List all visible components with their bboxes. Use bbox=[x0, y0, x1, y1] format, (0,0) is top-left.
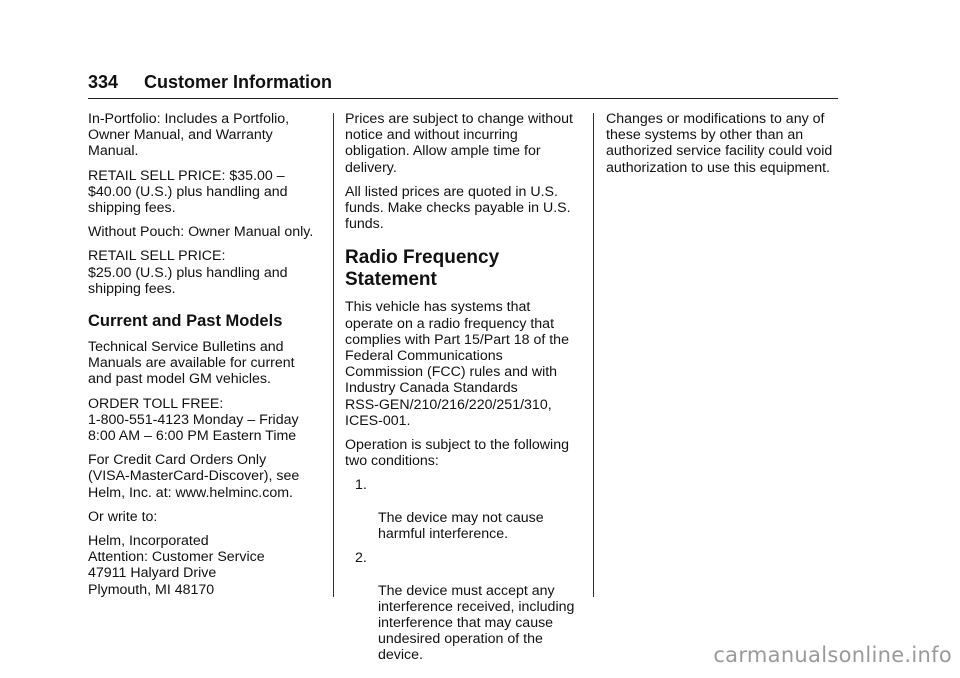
column-1 bbox=[88, 111, 320, 606]
portfolio-price: RETAIL SELL PRICE: $35.00 – $40.00 (U.S.) plus handling and shipping fees. bbox=[88, 167, 288, 217]
page-header bbox=[88, 70, 838, 99]
radio-frequency-paragraph: This vehicle has systems that operate on a radio frequency that complies with Part 15/Part 18 of the Federal Communications Commission (FCC) rules and with Industry Canada Standards RSS-GEN/210/216/220/251/310, ICES-001. bbox=[345, 299, 569, 429]
credit-card-orders: For Credit Card Orders Only (VISA-MasterCard-Discover), see Helm, Inc. at: www.helminc.com. bbox=[88, 452, 300, 501]
current-past-models-heading: Current and Past Models bbox=[88, 312, 283, 331]
watermark: carmanualsonline.info bbox=[713, 643, 952, 667]
without-pouch-description: Without Pouch: Owner Manual only. bbox=[88, 224, 314, 241]
list-text: The device may not cause harmful interference. bbox=[378, 509, 544, 543]
page-number: 334 bbox=[88, 72, 119, 92]
without-pouch-price: RETAIL SELL PRICE: $25.00 (U.S.) plus handling and shipping fees. bbox=[88, 248, 288, 297]
radio-frequency-heading: Radio Frequency Statement bbox=[345, 247, 500, 291]
portfolio-description: In-Portfolio: Includes a Portfolio, Owner Manual, and Warranty Manual. bbox=[88, 111, 290, 160]
funds-notice: All listed prices are quoted in U.S. funds. Make checks payable in U.S. funds. bbox=[345, 183, 571, 233]
list-text: The device must accept any interference received, including interference that may cause undesired operation of the device. bbox=[378, 582, 575, 664]
conditions-intro: Operation is subject to the following two conditions: bbox=[345, 437, 569, 470]
modifications-warning: Changes or modifications to any of these systems by other than an authorized service facility could void authorization to use this equipment. bbox=[606, 111, 833, 176]
price-change-notice: Prices are subject to change without notice and without incurring obligation. Allow ample time for delivery. bbox=[345, 111, 573, 176]
list-marker: 2. bbox=[355, 550, 367, 567]
order-toll-free: ORDER TOLL FREE: 1-800-551-4123 Monday – Friday 8:00 AM – 6:00 PM Eastern Time bbox=[88, 395, 299, 445]
column-3 bbox=[606, 111, 844, 184]
list-item bbox=[345, 477, 583, 542]
conditions-list bbox=[345, 477, 583, 663]
column-divider bbox=[333, 113, 334, 597]
mailing-address: Helm, Incorporated Attention: Customer Service 47911 Halyard Drive Plymouth, MI 48170 bbox=[88, 533, 265, 598]
column-divider bbox=[593, 113, 594, 597]
section-title: Customer Information bbox=[144, 72, 333, 92]
list-marker: 1. bbox=[355, 477, 367, 494]
list-item bbox=[345, 550, 583, 663]
bulletins-paragraph: Technical Service Bulletins and Manuals are available for current and past model GM vehicles. bbox=[88, 339, 295, 388]
column-2 bbox=[345, 111, 583, 672]
write-to-label: Or write to: bbox=[88, 508, 158, 525]
